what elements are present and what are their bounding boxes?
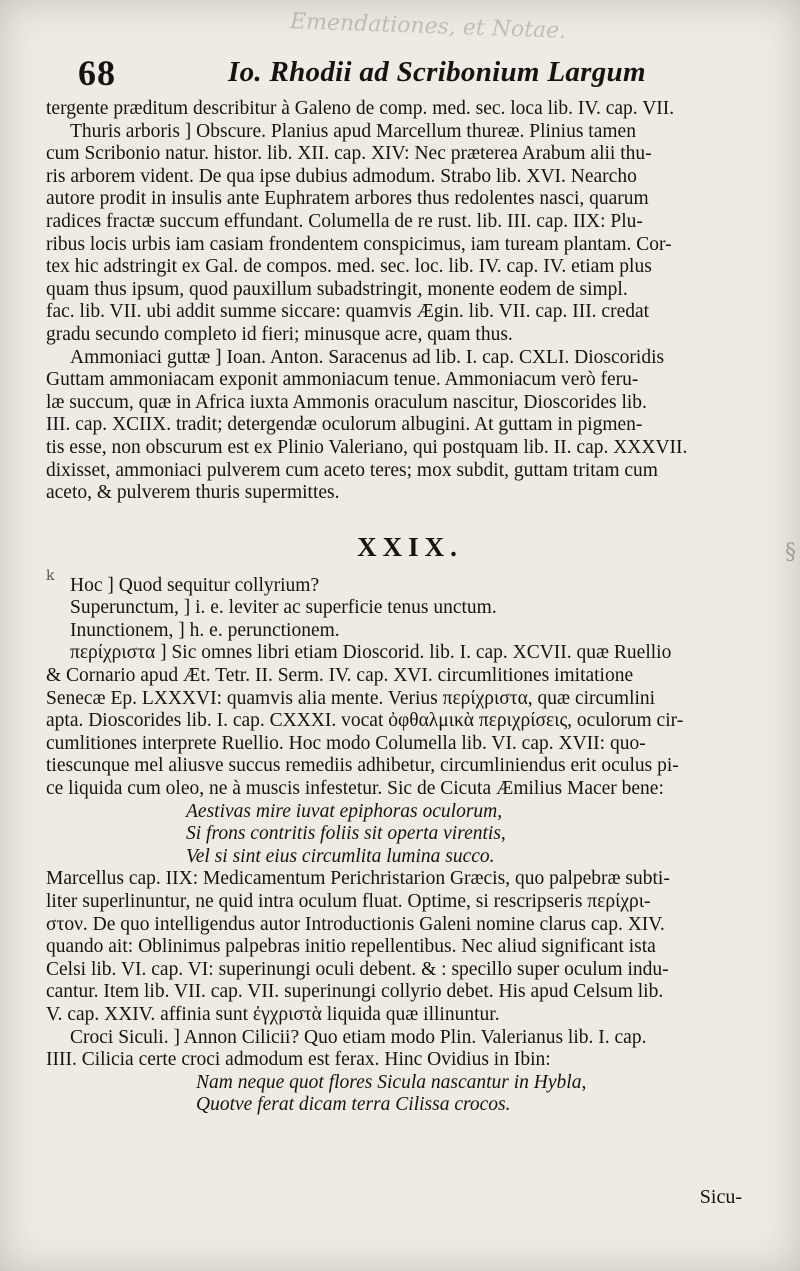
text-line: Senecæ Ep. LXXXVI: quamvis alia mente. Verius περίχριστα, quæ circumlini [46, 687, 656, 709]
margin-mark: § [785, 540, 796, 565]
text-line: tex hic adstringit ex Gal. de compos. med. sec. loc. lib. IV. cap. IV. etiam plus [46, 256, 652, 278]
verse-line: Si frons contritis foliis sit operta virentis, [186, 823, 506, 845]
text-line: læ succum, quæ in Africa iuxta Ammonis oraculum nascitur, Dioscorides lib. [46, 391, 647, 413]
bleed-through-text: Emendationes, et Notae. [289, 9, 567, 44]
verse-line: Quotve ferat dicam terra Cilissa crocos. [196, 1094, 511, 1116]
text-line: radices fractæ succum effundant. Columella de re rust. lib. III. cap. IIX: Plu- [46, 210, 643, 232]
text-line: Superunctum, ] i. e. leviter ac superficie tenus unctum. [70, 597, 497, 619]
text-line: quam thus ipsum, quod pauxillum subadstringit, monente eodem de simpl. [46, 278, 628, 300]
text-line: fac. lib. VII. ubi addit summe siccare: quamvis Ægin. lib. VII. cap. III. credat [46, 301, 650, 323]
text-line: Guttam ammoniacam exponit ammoniacum tenue. Ammoniacum verò feru- [46, 369, 639, 391]
text-line: Inunctionem, ] h. e. perunctionem. [70, 619, 340, 641]
page-header [78, 52, 768, 96]
page-number: 68 [78, 53, 116, 93]
verse-line: Vel si sint eius circumlita lumina succo. [186, 845, 495, 867]
section-heading: XXIX. [357, 531, 463, 562]
text-line: περίχριστα ] Sic omnes libri etiam Dioscorid. lib. I. cap. XCVII. quæ Ruellio [70, 642, 672, 664]
verse-line: Nam neque quot flores Sicula nascantur in Hybla, [196, 1071, 587, 1093]
text-line: V. cap. XXIV. affinia sunt ἐγχριστὰ liquida quæ illinuntur. [46, 1003, 500, 1025]
text-line: Thuris arboris ] Obscure. Planius apud Marcellum thureæ. Plinius tamen [70, 120, 636, 142]
text-line: tergente præditum describitur à Galeno de comp. med. sec. loca lib. IV. cap. VII. [46, 98, 675, 119]
verse-line: Aestivas mire iuvat epiphoras oculorum, [186, 800, 503, 822]
text-line: Celsi lib. VI. cap. VI: superinungi oculi debent. & : specillo super oculum indu- [46, 958, 669, 980]
text-line: στον. De quo intelligendus autor Introductionis Galeni nomine clarus cap. XIV. [46, 913, 665, 935]
catchword: Sicu- [699, 1186, 742, 1208]
text-line: ce liquida cum oleo, ne à muscis infestetur. Sic de Cicuta Æmilius Macer bene: [46, 778, 664, 800]
text-line: Hoc ] Quod sequitur collyrium? [70, 574, 320, 596]
text-line: III. cap. XCIIX. tradit; detergendæ oculorum albugini. At guttam in pigmen- [46, 414, 643, 436]
text-line: IIII. Cilicia certe croci admodum est ferax. Hinc Ovidius in Ibin: [46, 1049, 551, 1071]
left-margin-mark: k [46, 568, 55, 584]
text-line: apta. Dioscorides lib. I. cap. CXXXI. vocat ὀφθαλμικὰ περιχρίσεις, oculorum cir- [46, 710, 684, 732]
text-line: ribus locis urbis iam casiam frondentem conspicimus, iam tuream plantam. Cor- [46, 233, 672, 255]
text-line: liter superlinuntur, ne quid intra oculum fluat. Optime, si rescripseris περίχρι- [46, 891, 651, 912]
text-line: & Cornario apud Æt. Tetr. II. Serm. IV. cap. XVI. circumlitiones imitatione [46, 665, 634, 687]
text-line: aceto, & pulverem thuris supermittes. [46, 482, 340, 504]
text-line: Marcellus cap. IIX: Medicamentum Perichristarion Græcis, quo palpebræ subti- [46, 868, 670, 890]
text-line: gradu secundo completo id fieri; minusque acre, quam thus. [46, 323, 513, 345]
text-line: quando ait: Oblinimus palpebras initio repellentibus. Nec aliud significant ista [46, 936, 656, 958]
text-line: dixisset, ammoniaci pulverem cum aceto teres; mox subdit, guttam tritam cum [46, 459, 658, 481]
text-line: cum Scribonio natur. histor. lib. XII. cap. XIV: Nec præterea Arabum alii thu- [46, 143, 652, 165]
text-line: cantur. Item lib. VII. cap. VII. superinungi collyrio debet. His apud Celsum lib. [46, 981, 664, 1003]
body-text [46, 98, 774, 1117]
text-line: tis esse, non obscurum est ex Plinio Valeriano, qui postquam lib. II. cap. XXXVII. [46, 436, 688, 458]
text-line: tiescunque mel aliusve succus remediis adhibetur, circumliniendus erit oculus pi- [46, 755, 679, 777]
text-line: Ammoniaci guttæ ] Ioan. Anton. Saracenus ad lib. I. cap. CXLI. Dioscoridis [70, 346, 665, 368]
text-line: ris arborem vident. De qua ipse dubius admodum. Strabo lib. XVI. Nearcho [46, 165, 637, 187]
text-line: cumlitiones interprete Ruellio. Hoc modo Columella lib. VI. cap. XVII: quo- [46, 732, 646, 754]
text-line: autore prodit in insulis ante Euphratem arbores thus redolentes nasci, quarum [46, 188, 649, 210]
text-line: Croci Siculi. ] Annon Cilicii? Quo etiam modo Plin. Valerianus lib. I. cap. [70, 1026, 647, 1048]
running-title: Io. Rhodii ad Scribonium Largum [228, 56, 646, 88]
